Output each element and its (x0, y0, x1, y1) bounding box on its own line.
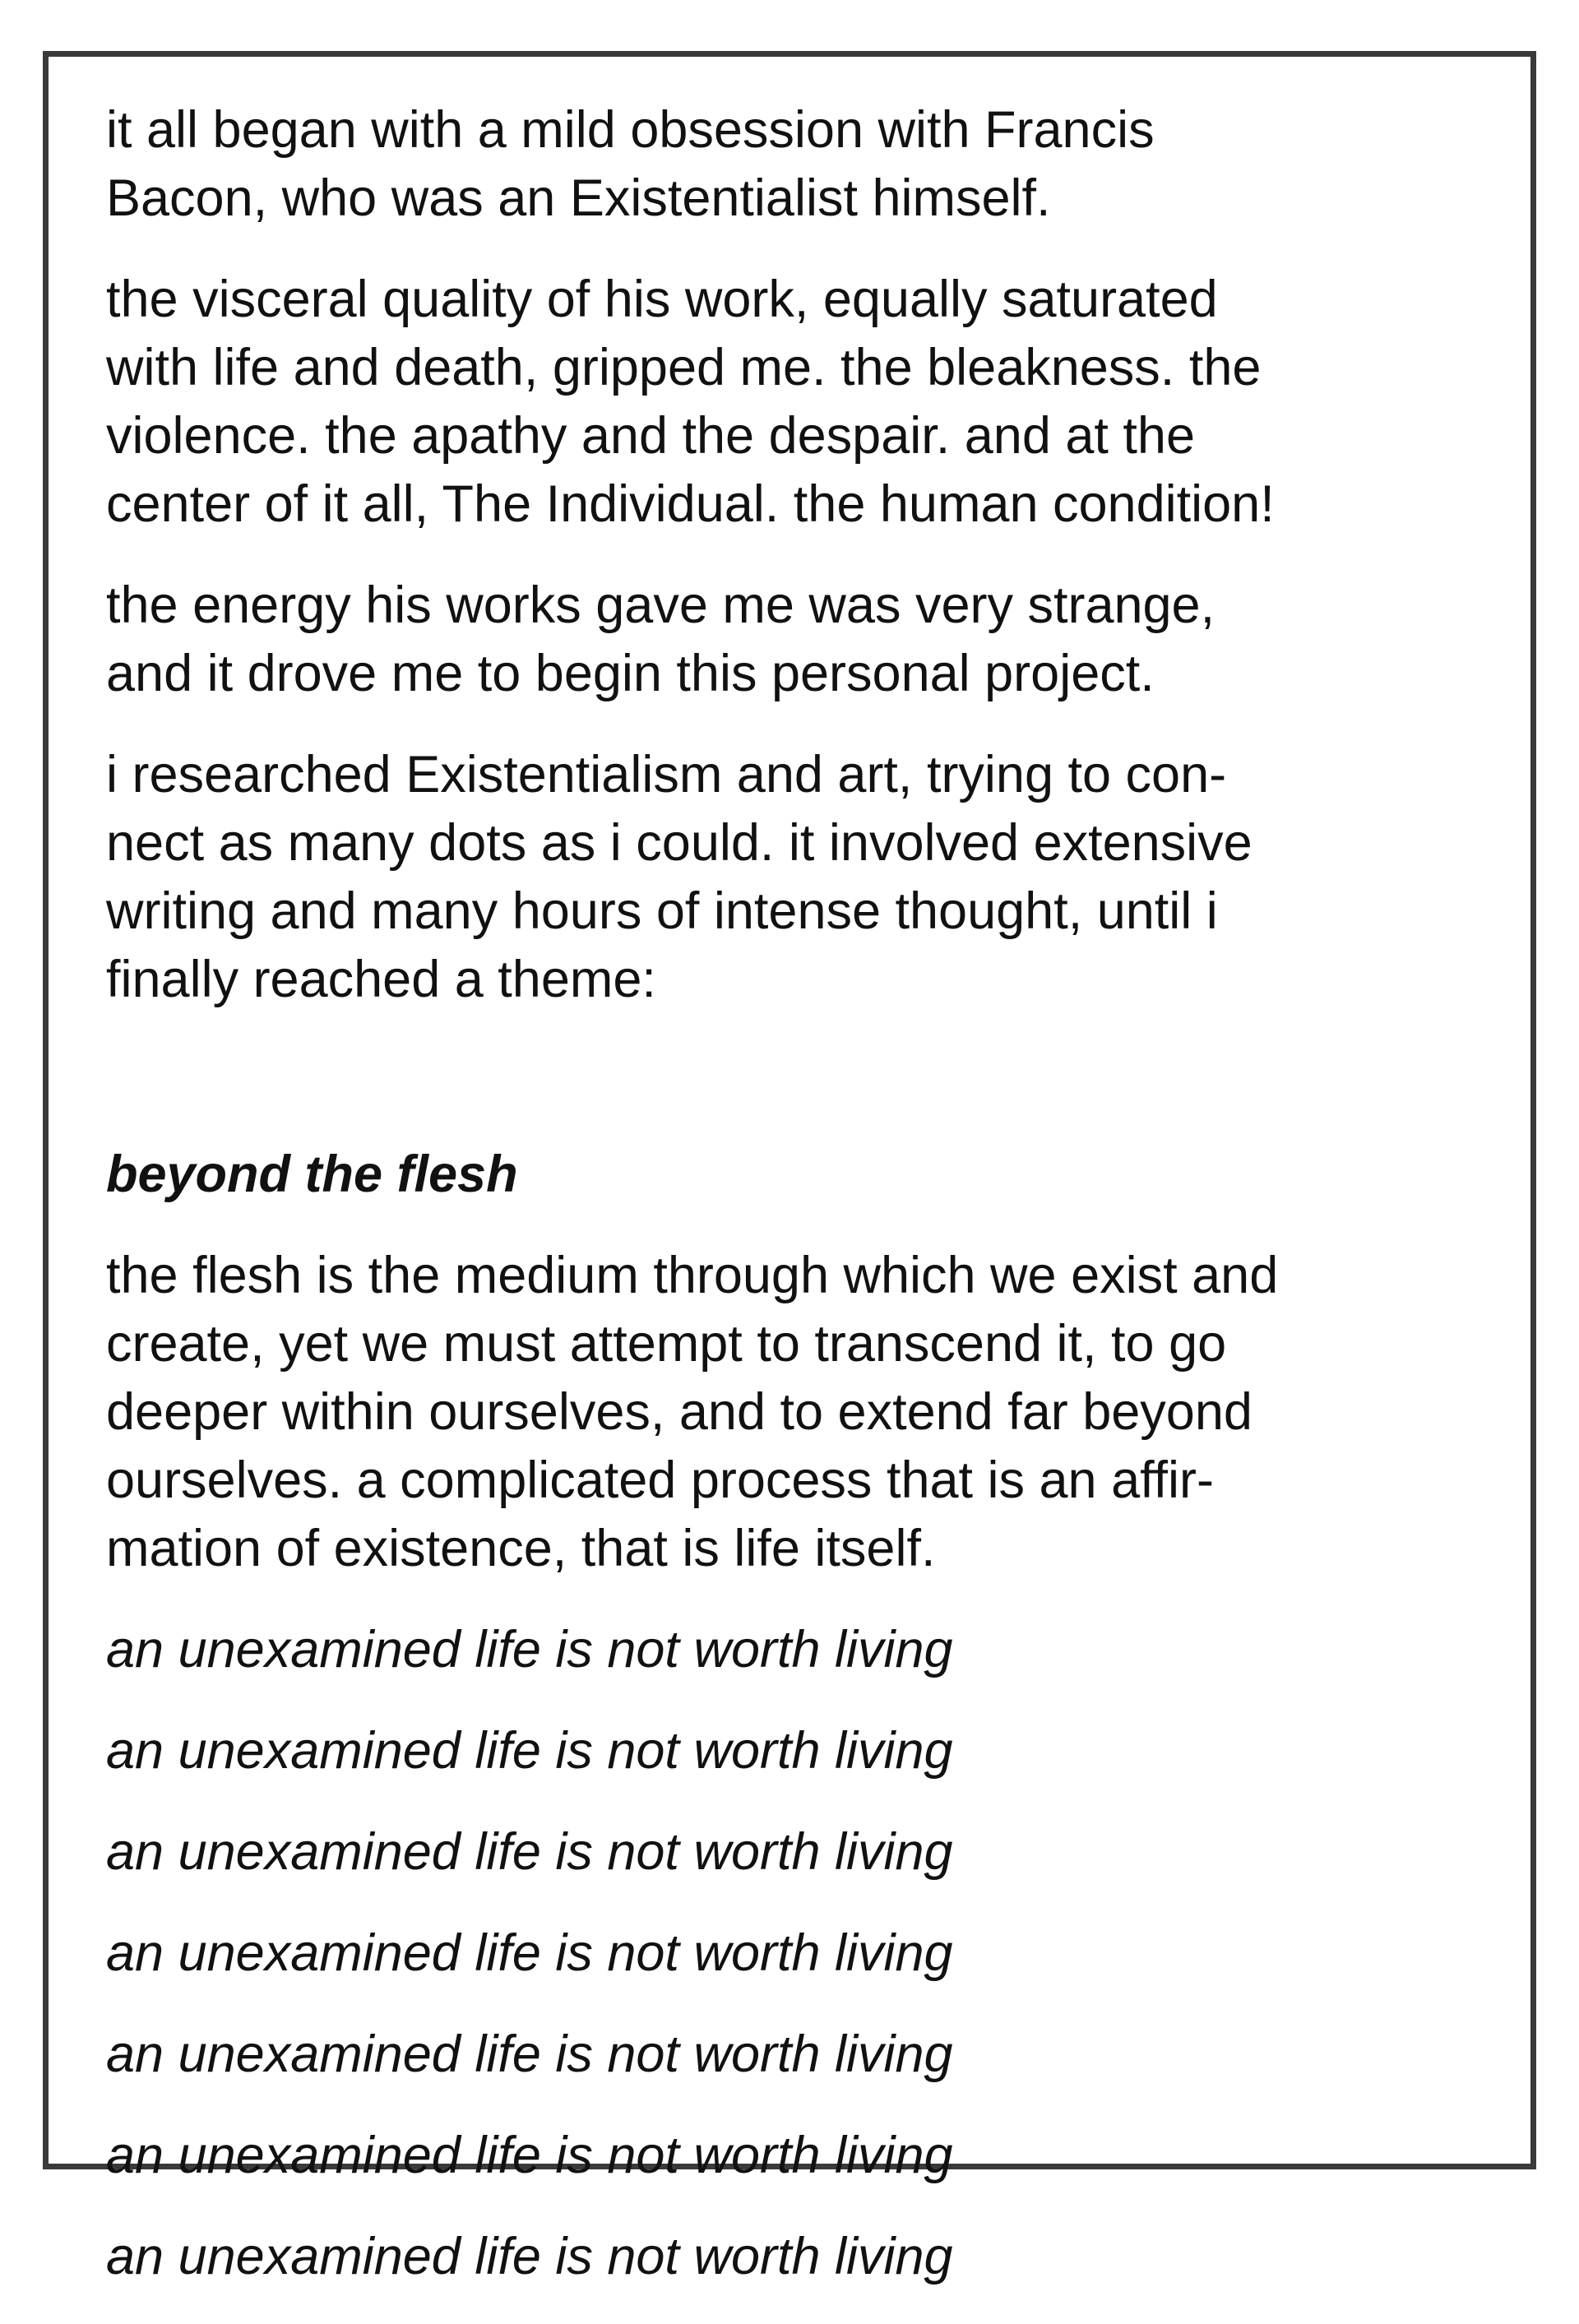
paragraph-intro: it all began with a mild obsession with Francis Bacon, who was an Existentialist himself. (106, 101, 1155, 227)
refrain-line: an unexamined life is not worth living (106, 1722, 953, 1780)
refrain-line: an unexamined life is not worth living (106, 1621, 953, 1678)
paragraph-energy: the energy his works gave me was very strange, and it drove me to begin this personal project. (106, 576, 1216, 702)
refrain-line: an unexamined life is not worth living (106, 2025, 953, 2083)
refrain-line: an unexamined life is not worth living (106, 1823, 953, 1881)
refrain-line: an unexamined life is not worth living (106, 2228, 953, 2285)
document-frame (43, 51, 1536, 2285)
refrain-block (106, 1616, 1496, 2291)
paragraph-theme: the flesh is the medium through which we exist and create, yet we must attempt to transcend it, to go deeper within ourselves, and to extend far beyond ourselves. a complicated process that is an affir- mation of existence, that is life itself. (106, 1247, 1279, 1577)
paragraph-visceral: the visceral quality of his work, equally saturated with life and death, gripped me. the bleakness. the violence. the apathy and the despair. and at the center of it all, The Individual. the human condition! (106, 271, 1275, 533)
theme-heading: beyond the flesh (106, 1146, 518, 1203)
refrain-line: an unexamined life is not worth living (106, 2127, 953, 2184)
refrain-line: an unexamined life is not worth living (106, 1924, 953, 1982)
document-body (106, 96, 1496, 2324)
paragraph-research: i researched Existentialism and art, trying to con- nect as many dots as i could. it involved extensive writing and many hours of intense thought, until i finally reached a theme: (106, 746, 1253, 1008)
